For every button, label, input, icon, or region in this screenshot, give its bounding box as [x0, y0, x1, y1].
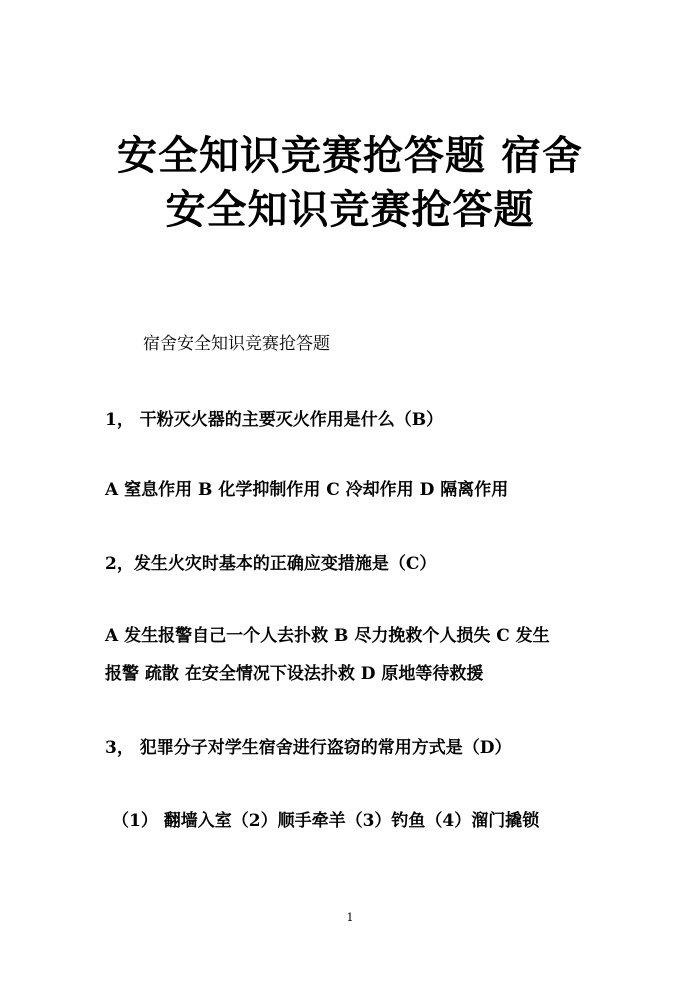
- answer-options-1: A 窒息作用 B 化学抑制作用 C 冷却作用 D 隔离作用: [105, 480, 509, 500]
- document-title-line-2: 安全知识竞赛抢答题: [165, 186, 535, 233]
- answer-options-3: （1） 翻墙入室（2）顺手牵羊（3）钓鱼（4）溜门撬锁: [112, 811, 540, 831]
- document-title-line-1: 安全知识竞赛抢答题 宿舍: [117, 132, 583, 179]
- document-subtitle: 宿舍安全知识竞赛抢答题: [143, 334, 330, 354]
- page-number: 1: [346, 911, 354, 924]
- question-2: 2，发生火灾时基本的正确应变措施是（C）: [105, 554, 437, 574]
- question-3: 3， 犯罪分子对学生宿舍进行盗窃的常用方式是（D）: [105, 738, 512, 758]
- question-1: 1， 干粉灭火器的主要灭火作用是什么（B）: [105, 410, 444, 430]
- answer-options-2-line-1: A 发生报警自己一个人去扑救 B 尽力挽救个人损失 C 发生: [105, 626, 550, 646]
- answer-options-2-line-2: 报警 疏散 在安全情况下设法扑救 D 原地等待救援: [105, 664, 484, 684]
